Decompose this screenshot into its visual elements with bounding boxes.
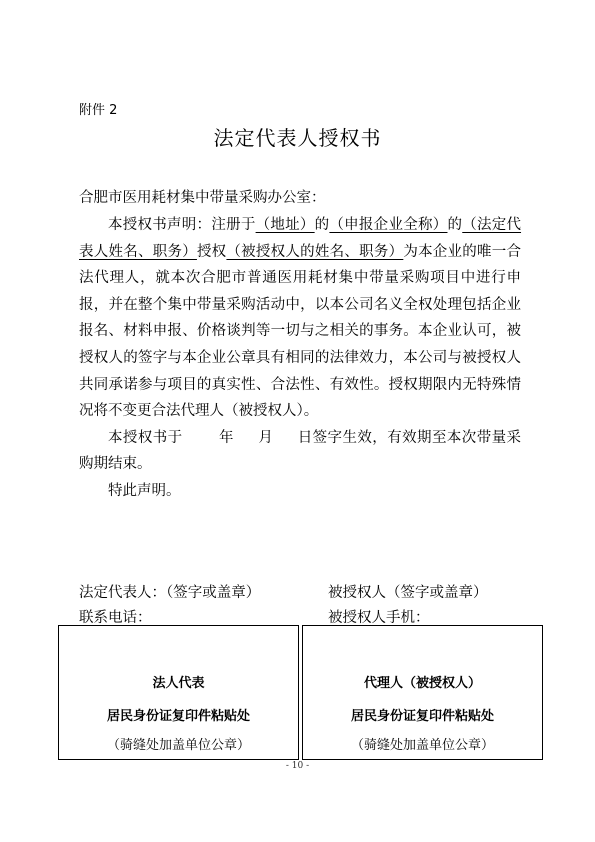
document-body (79, 212, 521, 505)
declaration-authorize: 授权 (196, 243, 227, 260)
validity-month: 月 (257, 429, 274, 446)
attachment-label: 附件 2 (79, 103, 118, 118)
box-instruction: 居民身份证复印件粘贴处 (106, 709, 250, 724)
box-title: 法人代表 (152, 676, 205, 691)
document-title: 法定代表人授权书 (213, 126, 382, 150)
declaration-of1: 的 (314, 217, 330, 233)
validity-year: 年 (218, 429, 234, 446)
closing-statement: 特此声明。 (108, 482, 181, 499)
company-placeholder: （申报企业全称） (329, 217, 448, 233)
declaration-of2: 的 (447, 217, 463, 233)
validity-prefix: 本授权书于 (108, 429, 183, 446)
address-placeholder: （地址） (255, 217, 315, 233)
box-note: （骑缝处加盖单位公章） (350, 738, 494, 753)
agent-signature: 被授权人（签字或盖章） (328, 585, 488, 601)
legal-rep-phone: 联系电话： (79, 610, 152, 626)
declaration-rest: 为本企业的唯一合法代理人，就本次合肥市普通医用耗材集中带量采购项目中进行申报，并在整个集中带量采购活动中，以本公司名义全权处理包括企业报名、材料申报、价格谈判等一切与之相关的事务。本企业认可，被授权人的签字与本企业公章具有相同的法律效力，本公司与被授权人共同承诺参与项目的真实性、合法性、有效性。授权期限内无特殊情况将不变更合法代理人（被授权人）。 (79, 243, 522, 420)
declaration-paragraph (79, 212, 521, 425)
box-note: （骑缝处加盖单位公章） (106, 738, 250, 753)
agent-id-paste-box (302, 625, 543, 760)
addressee: 合肥市医用耗材集中带量采购办公室： (79, 190, 326, 206)
agent-placeholder: （被授权人的姓名、职务） (226, 243, 404, 260)
page-number: - 10 - (285, 761, 310, 771)
validity-suffix: 日签字生效，有效期至本次带量采购期结束。 (79, 429, 522, 473)
box-instruction: 居民身份证复印件粘贴处 (350, 709, 494, 724)
legal-rep-placeholder: （法定代表人姓名、职务） (79, 217, 522, 260)
legal-rep-id-paste-box (58, 625, 299, 760)
validity-paragraph (79, 425, 521, 478)
legal-rep-signature: 法定代表人：（签字或盖章） (79, 585, 261, 601)
agent-phone: 被授权人手机： (328, 610, 430, 626)
declaration-prefix: 本授权书声明：注册于 (108, 217, 256, 233)
box-title: 代理人（被授权人） (363, 676, 481, 691)
